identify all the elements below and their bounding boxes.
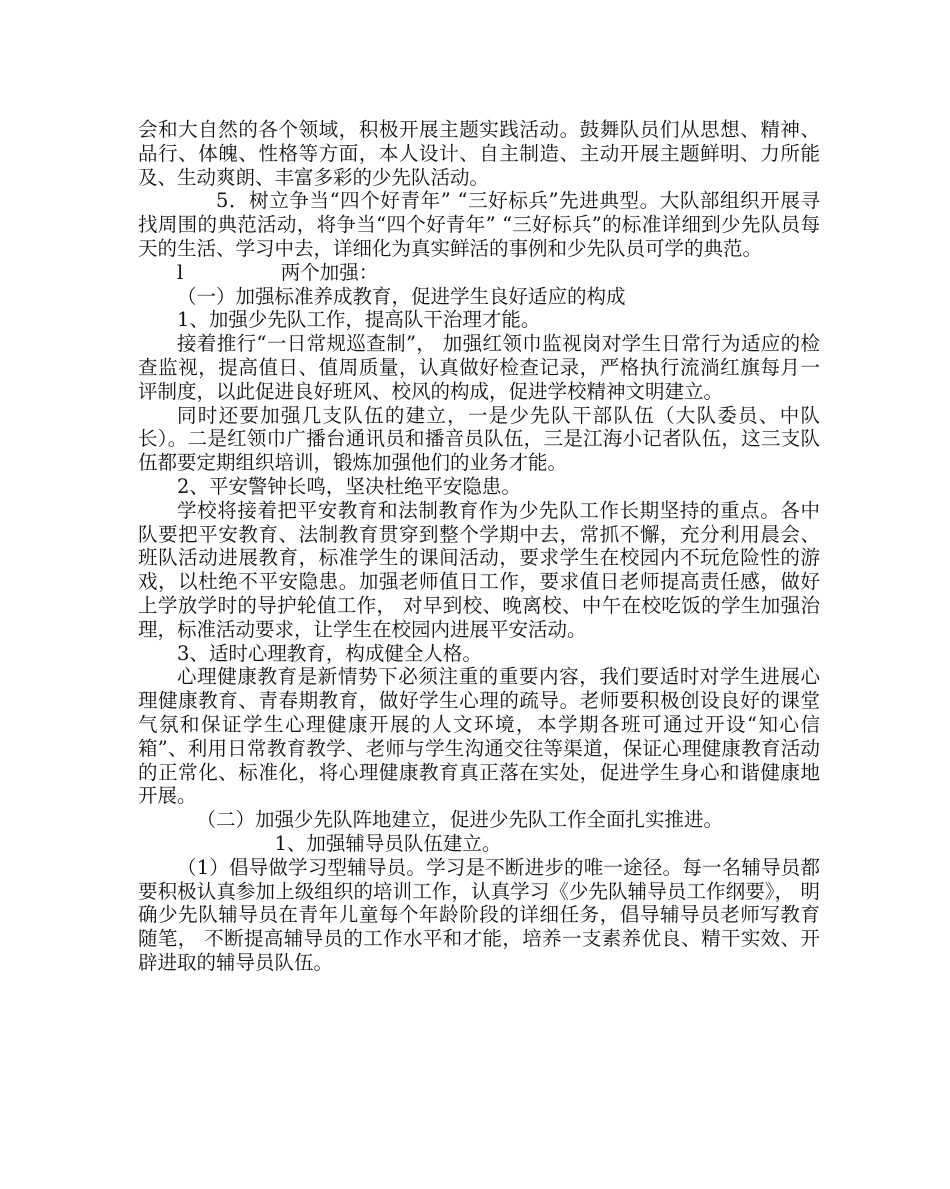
subheading-1-team-work: 1、加强少先队工作，提高队干治理才能。 <box>177 308 541 332</box>
subheading-2-safety: 2、平安警钟长鸣，坚决杜绝平安隐患。 <box>177 474 521 498</box>
heading-section-2: （二）加强少先队阵地建立，促进少先队工作全面扎实推进。 <box>196 808 724 832</box>
document-body <box>138 118 820 975</box>
paragraph-item-5-role-models: 5．树立争当“四个好青年” “三好标兵”先进典型。大队部组织开展寻找周围的典范活动，将争当“四个好青年” “三好标兵”的标准详细到少先队员每天的生活、学习中去，详细化为真实鲜活的事例和少先队员可学的典范。 <box>138 189 820 260</box>
subheading-3-psychology: 3、适时心理教育，构成健全人格。 <box>177 641 482 665</box>
paragraph-theme-activities: 会和大自然的各个领域，积极开展主题实践活动。鼓舞队员们从思想、精神、品行、体魄、性格等方面，本人设计、自主制造、主动开展主题鲜明、力所能及、生动爽朗、丰富多彩的少先队活动。 <box>138 118 820 189</box>
paragraph-daily-inspection: 接着推行“一日常规巡查制”， 加强红领巾监视岗对学生日常行为适应的检查监视，提高值日、值周质量，认真做好检查记录，严格执行流淌红旗每月一评制度，以此促进良好班风、校风的构成，促进学校精神文明建立。 <box>138 332 820 403</box>
paragraph-learning-counselors: （1）倡导做学习型辅导员。学习是不断进步的唯一途径。每一名辅导员都要积极认真参加上级组织的培训工作，认真学习《少先队辅导员工作纲要》， 明确少先队辅导员在青年儿童每个年龄阶段的详细任务，倡导辅导员老师写教育随笔， 不断提高辅导员的工作水平和才能，培养一支素养优良、精干实效、开辟进取的辅导员队伍。 <box>138 855 820 974</box>
paragraph-safety-education: 学校将接着把平安教育和法制教育作为少先队工作长期坚持的重点。各中队要把平安教育、法制教育贯穿到整个学期中去，常抓不懈，充分利用晨会、班队活动进展教育，标准学生的课间活动，要求学生在校园内不玩危险性的游戏，以杜绝不平安隐患。加强老师值日工作，要求值日老师提高责任感，做好上学放学时的导护轮值工作， 对早到校、晚离校、中午在校吃饭的学生加强治理，标准活动要求，让学生在校园内进展平安活动。 <box>138 498 820 641</box>
paragraph-two-strengthenings: l 两个加强： <box>177 260 379 284</box>
paragraph-mental-health: 心理健康教育是新情势下必须注重的重要内容，我们要适时对学生进展心理健康教育、青春期教育，做好学生心理的疏导。老师要积极创设良好的课堂气氛和保证学生心理健康开展的人文环境，本学期各班可通过开设“知心信箱”、利用日常教育教学、老师与学生沟通交往等渠道，保证心理健康教育活动的正常化、标准化，将心理健康教育真正落在实处，促进学生身心和谐健康地开展。 <box>138 665 820 808</box>
paragraph-team-building: 同时还要加强几支队伍的建立，一是少先队干部队伍（大队委员、中队长）。二是红领巾广播台通讯员和播音员队伍，三是江海小记者队伍，这三支队伍都要定期组织培训，锻炼加强他们的业务才能。 <box>138 403 820 475</box>
subheading-1-counselors: 1、加强辅导员队伍建立。 <box>274 831 502 855</box>
heading-section-1: （一）加强标准养成教育，促进学生良好适应的构成 <box>177 284 626 308</box>
